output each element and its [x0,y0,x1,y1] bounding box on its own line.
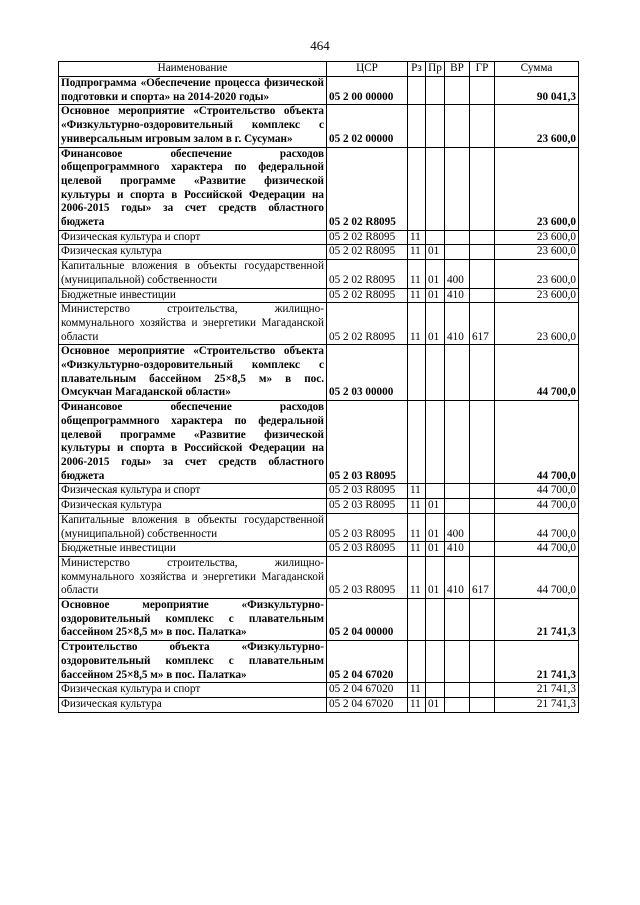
cell-sum: 23 600,0 [495,230,579,245]
cell-pr [426,641,445,683]
cell-gr [470,697,495,712]
cell-pr: 01 [426,245,445,260]
cell-sum: 44 700,0 [495,556,579,598]
cell-name: Физическая культура [59,499,327,514]
cell-pr [426,105,445,147]
cell-csr: 05 2 03 00000 [327,345,408,401]
cell-gr [470,542,495,557]
cell-gr [470,288,495,303]
cell-pr [426,683,445,698]
cell-csr: 05 2 03 R8095 [327,556,408,598]
table-row [59,230,579,245]
header-vr: ВР [445,62,470,77]
cell-gr: 617 [470,556,495,598]
budget-table [58,61,579,713]
table-row [59,260,579,288]
cell-sum: 23 600,0 [495,105,579,147]
cell-pr: 01 [426,542,445,557]
cell-name: Физическая культура [59,245,327,260]
cell-pr: 01 [426,288,445,303]
cell-vr [445,641,470,683]
cell-name: Физическая культура и спорт [59,484,327,499]
cell-name: Основное мероприятие «Физкультурно-оздоровительный комплекс с плавательным бассейном 25×8,5 м» в пос. Палатка» [59,599,327,641]
header-sum: Сумма [495,62,579,77]
cell-csr: 05 2 03 R8095 [327,401,408,484]
cell-rz: 11 [408,303,426,345]
cell-sum: 44 700,0 [495,499,579,514]
cell-sum: 44 700,0 [495,542,579,557]
cell-pr: 01 [426,556,445,598]
cell-gr [470,641,495,683]
cell-rz [408,77,426,105]
cell-rz [408,599,426,641]
cell-csr: 05 2 03 R8095 [327,542,408,557]
cell-csr: 05 2 03 R8095 [327,484,408,499]
cell-rz: 11 [408,499,426,514]
table-row [59,499,579,514]
cell-rz [408,345,426,401]
cell-csr: 05 2 02 R8095 [327,230,408,245]
cell-vr: 410 [445,556,470,598]
page-number: 464 [310,38,330,53]
cell-sum: 21 741,3 [495,683,579,698]
cell-csr: 05 2 02 R8095 [327,147,408,230]
cell-rz: 11 [408,542,426,557]
cell-rz: 11 [408,484,426,499]
cell-sum: 23 600,0 [495,303,579,345]
cell-name: Министерство строительства, жилищно-коммунального хозяйства и энергетики Магаданской области [59,556,327,598]
cell-csr: 05 2 02 R8095 [327,245,408,260]
cell-csr: 05 2 04 67020 [327,683,408,698]
cell-vr [445,484,470,499]
cell-rz [408,147,426,230]
cell-pr [426,147,445,230]
cell-vr: 410 [445,288,470,303]
cell-gr [470,147,495,230]
cell-name: Основное мероприятие «Строительство объекта «Физкультурно-оздоровительный комплекс с плавательным бассейном 25×8,5 м» в пос. Омсукчан Магаданской области» [59,345,327,401]
cell-csr: 05 2 04 00000 [327,599,408,641]
cell-vr [445,499,470,514]
cell-name: Строительство объекта «Физкультурно-оздоровительный комплекс с плавательным бассейном 25×8,5 м» в пос. Палатка» [59,641,327,683]
table-row [59,245,579,260]
cell-gr [470,599,495,641]
cell-sum: 90 041,3 [495,77,579,105]
cell-sum: 23 600,0 [495,260,579,288]
cell-csr: 05 2 02 R8095 [327,288,408,303]
cell-gr [470,105,495,147]
cell-gr [470,683,495,698]
cell-name: Физическая культура и спорт [59,230,327,245]
table-row [59,345,579,401]
cell-vr [445,599,470,641]
cell-pr [426,230,445,245]
cell-name: Финансовое обеспечение расходов общепрограммного характера по федеральной целевой программе «Развитие физической культуры и спорта в Российской Федерации на 2006-2015 годы» за счет средств областного бюджета [59,401,327,484]
cell-pr: 01 [426,260,445,288]
header-rz: Рз [408,62,426,77]
cell-name: Физическая культура и спорт [59,683,327,698]
cell-vr [445,697,470,712]
cell-rz [408,641,426,683]
cell-csr: 05 2 00 00000 [327,77,408,105]
cell-sum: 23 600,0 [495,147,579,230]
cell-name: Подпрограмма «Обеспечение процесса физической подготовки и спорта» на 2014-2020 годы» [59,77,327,105]
cell-vr [445,245,470,260]
cell-vr [445,683,470,698]
cell-sum: 44 700,0 [495,484,579,499]
cell-vr [445,230,470,245]
table-row [59,542,579,557]
cell-vr [445,105,470,147]
table-row [59,599,579,641]
cell-rz [408,105,426,147]
cell-rz [408,401,426,484]
table-header-row [59,62,579,77]
table-row [59,513,579,541]
cell-gr [470,513,495,541]
cell-vr [445,147,470,230]
cell-sum: 23 600,0 [495,245,579,260]
cell-name: Финансовое обеспечение расходов общепрограммного характера по федеральной целевой программе «Развитие физической культуры и спорта в Российской Федерации на 2006-2015 годы» за счет средств областного бюджета [59,147,327,230]
cell-gr [470,230,495,245]
cell-rz: 11 [408,230,426,245]
cell-gr [470,484,495,499]
cell-csr: 05 2 04 67020 [327,641,408,683]
cell-pr [426,77,445,105]
table-row [59,484,579,499]
cell-name: Капитальные вложения в объекты государственной (муниципальной) собственности [59,513,327,541]
cell-pr [426,484,445,499]
cell-gr [470,401,495,484]
cell-gr [470,77,495,105]
cell-pr: 01 [426,303,445,345]
cell-vr [445,401,470,484]
cell-gr [470,245,495,260]
cell-vr: 410 [445,542,470,557]
cell-rz: 11 [408,260,426,288]
cell-csr: 05 2 03 R8095 [327,499,408,514]
cell-pr: 01 [426,697,445,712]
cell-name: Министерство строительства, жилищно-коммунального хозяйства и энергетики Магаданской области [59,303,327,345]
cell-gr [470,260,495,288]
cell-vr [445,77,470,105]
cell-sum: 44 700,0 [495,401,579,484]
cell-vr: 400 [445,260,470,288]
cell-rz: 11 [408,556,426,598]
cell-sum: 44 700,0 [495,513,579,541]
cell-sum: 23 600,0 [495,288,579,303]
table-row [59,147,579,230]
table-body [59,77,579,713]
header-gr: ГР [470,62,495,77]
cell-gr [470,345,495,401]
cell-rz: 11 [408,697,426,712]
cell-csr: 05 2 02 R8095 [327,260,408,288]
cell-rz: 11 [408,513,426,541]
cell-name: Основное мероприятие «Строительство объекта «Физкультурно-оздоровительный комплекс с универсальным игровым залом в г. Сусуман» [59,105,327,147]
table-row [59,105,579,147]
table-row [59,697,579,712]
cell-name: Физическая культура [59,697,327,712]
table-row [59,303,579,345]
cell-csr: 05 2 02 R8095 [327,303,408,345]
cell-name: Бюджетные инвестиции [59,288,327,303]
cell-sum: 21 741,3 [495,641,579,683]
cell-name: Бюджетные инвестиции [59,542,327,557]
table-row [59,401,579,484]
cell-sum: 44 700,0 [495,345,579,401]
cell-sum: 21 741,3 [495,697,579,712]
cell-pr: 01 [426,513,445,541]
cell-csr: 05 2 03 R8095 [327,513,408,541]
table-row [59,683,579,698]
cell-csr: 05 2 04 67020 [327,697,408,712]
cell-vr: 410 [445,303,470,345]
cell-sum: 21 741,3 [495,599,579,641]
cell-name: Капитальные вложения в объекты государственной (муниципальной) собственности [59,260,327,288]
cell-gr [470,499,495,514]
cell-rz: 11 [408,245,426,260]
cell-pr [426,401,445,484]
table-row [59,77,579,105]
table-row [59,288,579,303]
cell-pr [426,345,445,401]
cell-pr: 01 [426,499,445,514]
table-row [59,641,579,683]
cell-rz: 11 [408,288,426,303]
header-pr: Пр [426,62,445,77]
cell-pr [426,599,445,641]
header-name: Наименование [59,62,327,77]
cell-vr: 400 [445,513,470,541]
header-csr: ЦСР [327,62,408,77]
cell-rz: 11 [408,683,426,698]
cell-gr: 617 [470,303,495,345]
table-row [59,556,579,598]
cell-csr: 05 2 02 00000 [327,105,408,147]
cell-vr [445,345,470,401]
